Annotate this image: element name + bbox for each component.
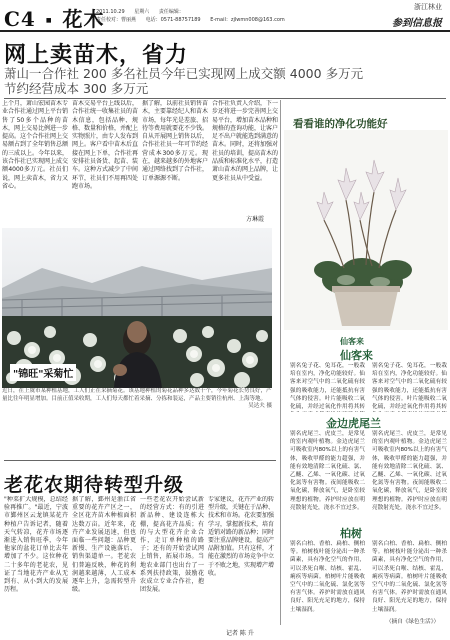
section-name: 花木 xyxy=(62,7,105,31)
email: E-mail：zjlwmn008@163.com xyxy=(210,17,285,23)
top-author: 方琳霞 xyxy=(246,216,265,223)
bottom-col-4: 专家建议，花卉产业的转型升级，关键在于品种、技术和市场。花农要加强学习，掌握新技术，培育适销对路的新品种；同时要注重品牌建设，提高产品附加值。只有这样，才能在激烈的市场竞争中立于不败之地，实现增产增收。 xyxy=(208,496,274,577)
photo-caption xyxy=(2,388,272,411)
editor-label: 责任编辑： xyxy=(158,9,184,15)
sidebar-source: （摘自《绿色生活》） xyxy=(386,619,440,625)
brand-top: 浙江林业 xyxy=(414,3,442,11)
cyclamen-illustration xyxy=(284,130,448,330)
top-col-4: 合作社负责人介绍，下一步还将进一步完善网上交易平台，增加苗木品种和规格的查询功能，让客户足不出户就能选到满意的苗木。同时，还将加强对社员的培训，提高苗木的品质和标准化水平，打造萧山苗木的网上品牌，让更多社员从中受益。 xyxy=(212,100,278,182)
proofreader: 责任校对：曹丽燕 xyxy=(96,17,137,23)
subhead-line-2: 节约经营成本 300 多万元 xyxy=(4,81,149,96)
section-cyclamen-text-b: 别名兔子花、兔耳花，一般栽培在室内，净化功能较好。仙客来对空气中的二氧化硫有较强的吸收能力，还能抵抗有害气体的侵害。叶片能吸收二氧化硫，并经过氧化作用将其转 xyxy=(372,363,447,411)
brand-name: 参到信息报 xyxy=(392,18,442,29)
issue-weekday: 星期六 xyxy=(134,9,150,15)
bottom-headline: 老花农期待转型升级 xyxy=(4,474,185,496)
sidebar-title: 看看谁的净化功能好 xyxy=(293,118,388,130)
top-col-3: 据了解，以前社员销售苗木，主要靠经纪人和苗木市场，每年光是差旅、招待等费用就要花不少钱。自从开展网上销售以后，合作社社员一年可节约经营成本300多万元。现在，越来越多的外地客户通过网络找到了合作社，订单源源不断。 xyxy=(142,100,208,182)
top-rule xyxy=(4,98,446,99)
page-number: C4 xyxy=(4,7,36,31)
bottom-col-3: 一些老花农开始尝试新的经营方式：有的引进新品种、建设连栋大棚，提高花卉品质；有的与大型花卉企业合作，走订单种植的路子；还有的开始尝试网上销售，拓展市场。当地农业部门也出台了一系列扶持政策，鼓励花农成立专业合作社，抱团发展。 xyxy=(140,496,204,594)
section-snake-plant-text-a: 别名虎尾兰、虎皮兰，是常见的室内观叶植物。金边虎尾兰可吸收室内80%以上的有害气体，吸收甲醛的能力超强，并能有效地清除二氧化硫、氯、乙醚、乙烯、一氧化碳、过氧化氮等有害物。夜间能吸收二氧化碳，释放氧气，是卧室较理想的植物。养护时应放在明亮散射光处，浇水不宜过多。 xyxy=(290,431,365,511)
caption-text: 近日，在上虞市某种植基地，工人们正在采摘菊花。该基地种植的菊花品种多达数十个，今年菊花长势良好，产量比往年明显增加。目前正值采收期，工人们每天都忙着采摘、分拣和装运，产品主要销往杭州、上海等地。 xyxy=(2,388,272,402)
section-snake-plant-text-b: 别名虎尾兰、虎皮兰，是常见的室内观叶植物。金边虎尾兰可吸收室内80%以上的有害气体，吸收甲醛的能力超强，并能有效地清除二氧化硫、氯、乙醚、乙烯、一氧化碳、过氧化氮等有害物。夜间能吸收二氧化碳，释放氧气，是卧室较理想的植物。养护时应放在明亮散射光处，浇水不宜过多。 xyxy=(372,431,447,511)
bottom-col-2: 据了解，鄞州是浙江省重要的花卉产区之一，全区花卉苗木种植面积达数万亩。近年来，花卉产业发展迅速，但也面临一些问题：品种更新慢、生产设施落后、销售渠道单一。老花农们普遍反映，种花的利润越来越薄，人工成本逐年上升，急需转型升级。 xyxy=(72,496,136,594)
photographer: 吴达夫 摄 xyxy=(248,403,272,409)
subhead-line-1: 萧山一合作社 200 多名社员今年已实现网上成交额 4000 多万元 xyxy=(4,66,364,81)
separator-icon: ■ xyxy=(45,17,53,24)
section-title-cyclamen: 仙客来 xyxy=(340,349,373,362)
photo-label: 仙客来 xyxy=(340,337,364,346)
section-title-snake-plant: 金边虎尾兰 xyxy=(326,417,381,430)
header-meta xyxy=(96,8,293,24)
page-section-badge xyxy=(4,3,104,32)
top-subhead xyxy=(4,66,363,96)
top-col-2: 苗木交易平台上线以后，合作社统一收集社员的苗木信息，包括品种、规格、数量和价格，并配上实物照片，由专人发布到网上。客户看中苗木后直接在网上下单，合作社再安排社员备货、起苗、装车。这种方式减少了中间环节，社员们不用再四处跑市场。 xyxy=(72,100,138,190)
section-title-cypress: 柏树 xyxy=(340,527,362,540)
bottom-byline: 记者 陈 升 xyxy=(226,630,254,637)
section-cypress-text-b: 别名白柏、香柏、扁柏、侧柏等。柏树枝叶能分泌出一种杀菌素，具有净化空气的作用，可以杀死白喉、结核、霍乱、痢疾等病菌。柏树叶片能吸收空气中的二氧化硫、氯化氢等有害气体。养护时需放在通风良好、阳光充足的地方，保持土壤湿润。 xyxy=(372,541,447,613)
bottom-rule xyxy=(4,460,276,461)
photo-overlay-title: "锦旺"采菊忙 xyxy=(10,364,76,381)
issue-date: 2011.10.29 xyxy=(96,9,125,15)
bottom-col-1: "种菜扩大规模，总结经验再推广。"最近，宁波市鄞州区云龙镇某花卉种植户告诉记者，随着天气转凉，花卉市场逐渐进入销售旺季，今年他家的盆花订单比去年增加了不少。这位种花二十多年的老花农，见证了当地花卉产业从无到有、从小到大的发展历程。 xyxy=(4,496,68,594)
newspaper-brand xyxy=(392,2,442,29)
column-divider xyxy=(280,100,281,625)
top-col-1: 上个月，萧山宏园苗木专业合作社通过网上平台销售了50多个品种的苗木，网上交易比例进一步提高。这个合作社网上交易额占到了全年销售总额的三成以上。今年以来，该合作社已实现网上成交额4000多万元。社员们说，网上卖苗木，省力又省心。 xyxy=(2,100,68,190)
section-cyclamen-text-a: 别名兔子花、兔耳花，一般栽培在室内，净化功能较好。仙客来对空气中的二氧化硫有较强的吸收能力，还能抵抗有害气体的侵害。叶片能吸收二氧化硫，并经过氧化作用将其转 xyxy=(290,363,365,411)
phone: 电话：0571-88757189 xyxy=(145,17,201,23)
top-headline: 网上卖苗木，省力 xyxy=(4,43,189,68)
section-cypress-text-a: 别名白柏、香柏、扁柏、侧柏等。柏树枝叶能分泌出一种杀菌素，具有净化空气的作用，可以杀死白喉、结核、霍乱、痢疾等病菌。柏树叶片能吸收空气中的二氧化硫、氯化氢等有害气体。养护时需放在通风良好、阳光充足的地方，保持土壤湿润。 xyxy=(290,541,365,613)
cyclamen-photo xyxy=(284,130,448,330)
